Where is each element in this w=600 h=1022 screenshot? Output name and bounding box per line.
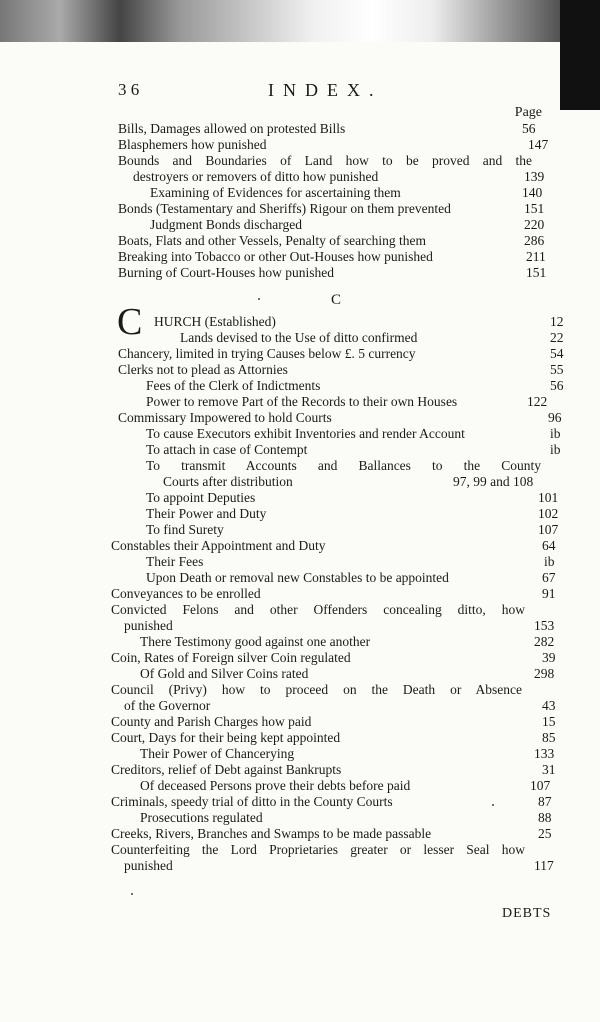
index-entry-text: Examining of Evidences for ascertaining them <box>150 185 401 200</box>
index-entry-text: Burning of Court-Houses how punished <box>118 265 334 280</box>
index-entry-text: To transmit Accounts and Ballances to the County <box>146 458 541 473</box>
index-entry-page: 147 <box>528 137 549 152</box>
index-entry-page: 22 <box>550 330 564 345</box>
index-entry-page: 12 <box>550 314 564 329</box>
index-entry-page: 140 <box>522 185 543 200</box>
index-entry-text: Of deceased Persons prove their debts before paid <box>140 778 411 793</box>
index-entry-text: punished <box>124 618 173 633</box>
index-entry-page: 56 <box>522 121 536 136</box>
index-entry-text: Fees of the Clerk of Indictments <box>146 378 321 393</box>
index-entry-text: County and Parish Charges how paid <box>111 714 312 729</box>
index-entry-text: Their Power of Chancerying <box>140 746 295 761</box>
index-entry-page: 91 <box>542 586 556 601</box>
section-letter: C <box>331 292 342 308</box>
index-entry-text: Conveyances to be enrolled <box>111 586 261 601</box>
running-head-title: INDEX. <box>268 80 383 100</box>
index-entry-page: 85 <box>542 730 556 745</box>
index-entry-text: Bounds and Boundaries of Land how to be proved and the <box>118 153 532 168</box>
index-entry-page: 101 <box>538 490 559 505</box>
index-entry-text: Power to remove Part of the Records to their own Houses <box>146 394 458 409</box>
index-entry-page: 31 <box>542 762 556 777</box>
ink-speck <box>131 893 133 895</box>
index-entry-page: ib <box>550 442 561 457</box>
index-entry-text: Lands devised to the Use of ditto confirmed <box>180 330 418 345</box>
index-entry-page: 286 <box>524 233 545 248</box>
index-entry-text: Prosecutions regulated <box>140 810 263 825</box>
index-entry-text: To find Surety <box>146 522 224 537</box>
index-entry-page: 88 <box>538 810 552 825</box>
index-entry-page: 117 <box>534 858 554 873</box>
index-entry-text: Boats, Flats and other Vessels, Penalty of searching them <box>118 233 426 248</box>
index-entry-text: Council (Privy) how to proceed on the Death or Absence <box>111 682 522 697</box>
index-entry-text: To cause Executors exhibit Inventories and render Account <box>146 426 465 441</box>
index-entry-text: Blasphemers how punished <box>118 137 267 152</box>
index-entry-page: ib <box>550 426 561 441</box>
index-entry-page: 107 <box>538 522 559 537</box>
page-column-label: Page <box>514 105 542 120</box>
index-entry-page: 43 <box>542 698 556 713</box>
index-entry-page: 97, 99 and 108 <box>453 474 534 489</box>
index-entry-text: Clerks not to plead as Attornies <box>118 362 288 377</box>
index-entry-text: of the Governor <box>124 698 211 713</box>
index-entry-page: 298 <box>534 666 555 681</box>
index-entry-page: 87 <box>538 794 552 809</box>
index-entry-text: Counterfeiting the Lord Proprietaries greater or lesser Seal how <box>111 842 525 857</box>
index-entry-page: 56 <box>550 378 564 393</box>
index-entry-text: To attach in case of Contempt <box>146 442 308 457</box>
ink-speck <box>492 804 494 806</box>
index-entry-page: 139 <box>524 169 545 184</box>
index-entry-text: Court, Days for their being kept appointed <box>111 730 341 745</box>
index-entry-page: 211 <box>526 249 546 264</box>
index-entry-text: Their Power and Duty <box>146 506 267 521</box>
index-entry-text: punished <box>124 858 173 873</box>
drop-cap: C <box>117 301 143 343</box>
index-entry-page: 96 <box>548 410 562 425</box>
index-entry-page: 67 <box>542 570 556 585</box>
index-entry-text: Coin, Rates of Foreign silver Coin regulated <box>111 650 351 665</box>
index-entry-page: 64 <box>542 538 556 553</box>
index-entry-text: Breaking into Tobacco or other Out-Houses how punished <box>118 249 433 264</box>
index-entry-text: Bonds (Testamentary and Sheriffs) Rigour on them prevented <box>118 201 451 216</box>
page-number: 3 6 <box>118 80 140 99</box>
index-entry-text: destroyers or removers of ditto how punished <box>133 169 379 184</box>
index-entry-page: 220 <box>524 217 545 232</box>
index-entry-page: 25 <box>538 826 552 841</box>
index-entry-text: Constables their Appointment and Duty <box>111 538 326 553</box>
index-entry-page: 133 <box>534 746 555 761</box>
index-entry-text: There Testimony good against one another <box>140 634 371 649</box>
index-entry-page: 153 <box>534 618 555 633</box>
index-entry-page: 15 <box>542 714 556 729</box>
index-entry-text: To appoint Deputies <box>146 490 256 505</box>
index-entry-text: Creditors, relief of Debt against Bankrupts <box>111 762 342 777</box>
index-entry-page: 107 <box>530 778 551 793</box>
index-entry-page: 151 <box>526 265 547 280</box>
index-entry-page: 102 <box>538 506 559 521</box>
catchword: DEBTS <box>502 906 552 921</box>
index-entry-page: 39 <box>542 650 556 665</box>
index-entry-text: Bills, Damages allowed on protested Bills <box>118 121 346 136</box>
index-entry-page: 54 <box>550 346 564 361</box>
index-entry-text: HURCH (Established) <box>154 314 276 329</box>
index-entry-text: Criminals, speedy trial of ditto in the County Courts <box>111 794 393 809</box>
index-entry-text: Of Gold and Silver Coins rated <box>140 666 309 681</box>
index-entry-page: 122 <box>527 394 548 409</box>
index-entry-text: Chancery, limited in trying Causes below £. 5 currency <box>118 346 416 361</box>
index-entry-text: Convicted Felons and other Offenders concealing ditto, how <box>111 602 525 617</box>
index-entry-text: Upon Death or removal new Constables to be appointed <box>146 570 449 585</box>
index-entry-text: Their Fees <box>146 554 204 569</box>
index-entry-text: Judgment Bonds discharged <box>150 217 302 232</box>
index-entry-page: 151 <box>524 201 545 216</box>
index-entry-text: Creeks, Rivers, Branches and Swamps to be made passable <box>111 826 432 841</box>
index-entry-text: Courts after distribution <box>163 474 293 489</box>
index-entry-page: ib <box>544 554 555 569</box>
ink-speck <box>258 298 260 300</box>
index-entry-text: Commissary Impowered to hold Courts <box>118 410 332 425</box>
index-entry-page: 282 <box>534 634 555 649</box>
index-entry-page: 55 <box>550 362 564 377</box>
